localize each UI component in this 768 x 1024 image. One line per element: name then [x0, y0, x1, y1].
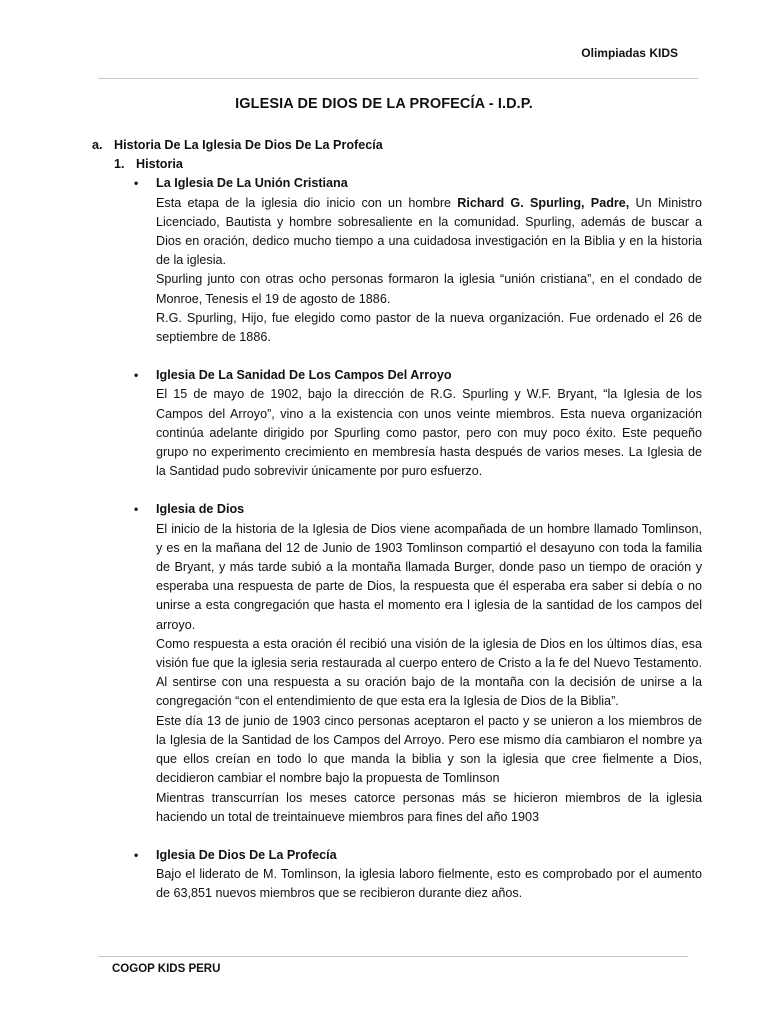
paragraph: El inicio de la historia de la Iglesia de Dios viene acompañada de un hombre llamado Tomlinson, y es en la mañana del 12 de Junio de 1903 Tomlinson compartió el desayuno con toda la familia de Bryant, y más tarde subió a la montaña llamada Burger, donde paso un tiempo de oración y esperaba una respuesta de parte de Dios, la respuesta que él esperaba era saber si debía o no unirse a esta congregación que hasta el momento era l iglesia de la santidad de los campos del arroyo.: [156, 521, 702, 632]
outline-item-1: [114, 155, 702, 174]
page-header: Olimpiadas KIDS: [581, 46, 678, 60]
bullet-icon: •: [134, 176, 139, 191]
section-iglesia-profecia: [134, 846, 702, 904]
document-body: [92, 136, 702, 923]
paragraph: [156, 194, 702, 271]
paragraph-text: Un Ministro Licenciado, Bautista y hombre sobresaliente en la comunidad. Spurling, además de buscar a Dios en oración, dedico mucho tiempo a una cuidadosa investigación en la Biblia y en la historia de la iglesia.: [156, 195, 702, 268]
section-union-cristiana: [134, 174, 702, 347]
paragraph: Spurling junto con otras ocho personas formaron la iglesia “unión cristiana”, en el condado de Monroe, Tenesis el 19 de agosto de 1886.: [156, 272, 702, 306]
document-title: IGLESIA DE DIOS DE LA PROFECÍA - I.D.P.: [235, 96, 533, 112]
paragraph-bold: Richard G. Spurling, Padre,: [457, 195, 630, 210]
paragraph: El 15 de mayo de 1902, bajo la dirección de R.G. Spurling y W.F. Bryant, “la Iglesia de los Campos del Arroyo”, vino a la existencia con unos veinte miembros. Esta nueva organización continúa adelante dirigido por Spurling como pastor, pero con muy poco éxito. Este pequeño grupo no experimento crecimiento en membresía hasta después de varios meses. La Iglesia de la Santidad pudo sobrevivir únicamente por puro esfuerzo.: [156, 387, 702, 479]
outline-label-1: Historia: [136, 157, 183, 172]
header-divider: [98, 78, 698, 79]
section-sanidad-campos-arroyo: [134, 366, 702, 481]
page-footer: COGOP KIDS PERU: [112, 963, 221, 975]
paragraph-text: Esta etapa de la iglesia dio inicio con un hombre: [156, 195, 458, 210]
paragraph: R.G. Spurling, Hijo, fue elegido como pastor de la nueva organización. Fue ordenado el 26 de septiembre de 1886.: [156, 310, 702, 345]
paragraph: Este día 13 de junio de 1903 cinco personas aceptaron el pacto y se unieron a los miembros de la Iglesia de la Santidad de los Campos del Arroyo. Pero ese mismo día cambiaron el nombre ya que ellos creían en todo lo que manda la biblia y son la iglesia que cree fielmente a Dios, decidieron cambiar el nombre bajo la propuesta de Tomlinson: [156, 713, 702, 786]
section-iglesia-de-dios: [134, 500, 702, 826]
bullet-icon: •: [134, 847, 139, 862]
footer-divider: [98, 956, 688, 957]
paragraph: Como respuesta a esta oración él recibió una visión de la iglesia de Dios en los últimos días, esa visión fue que la iglesia seria restaurada al cuerpo entero de Cristo a la fe del Nuevo Testamento. Al sentirse con una respuesta a su oración bajo de la montaña con la decisión de unirse a la congregación “con el entendimiento de que esta era la Iglesia de Dios de la Biblia”.: [156, 636, 702, 709]
paragraph: Bajo el liderato de M. Tomlinson, la iglesia laboro fielmente, esto es comprobado por el aumento de 63,851 nuevos miembros que se recibieron durante diez años.: [156, 867, 702, 901]
outline-marker-a: a.: [92, 138, 103, 152]
paragraph: Mientras transcurrían los meses catorce personas más se hicieron miembros de la iglesia haciendo un total de treintainueve miembros para fines del año 1903: [156, 790, 702, 824]
bullet-icon: •: [134, 368, 139, 383]
outline-item-a: [92, 136, 702, 155]
section-title: Iglesia de Dios: [156, 502, 245, 517]
section-title: Iglesia De La Sanidad De Los Campos Del Arroyo: [156, 368, 452, 383]
section-title: Iglesia De Dios De La Profecía: [156, 847, 337, 862]
outline-marker-1: 1.: [114, 157, 125, 172]
outline-label-a: Historia De La Iglesia De Dios De La Profecía: [114, 138, 383, 152]
section-title: La Iglesia De La Unión Cristiana: [156, 176, 348, 191]
bullet-icon: •: [134, 502, 139, 517]
